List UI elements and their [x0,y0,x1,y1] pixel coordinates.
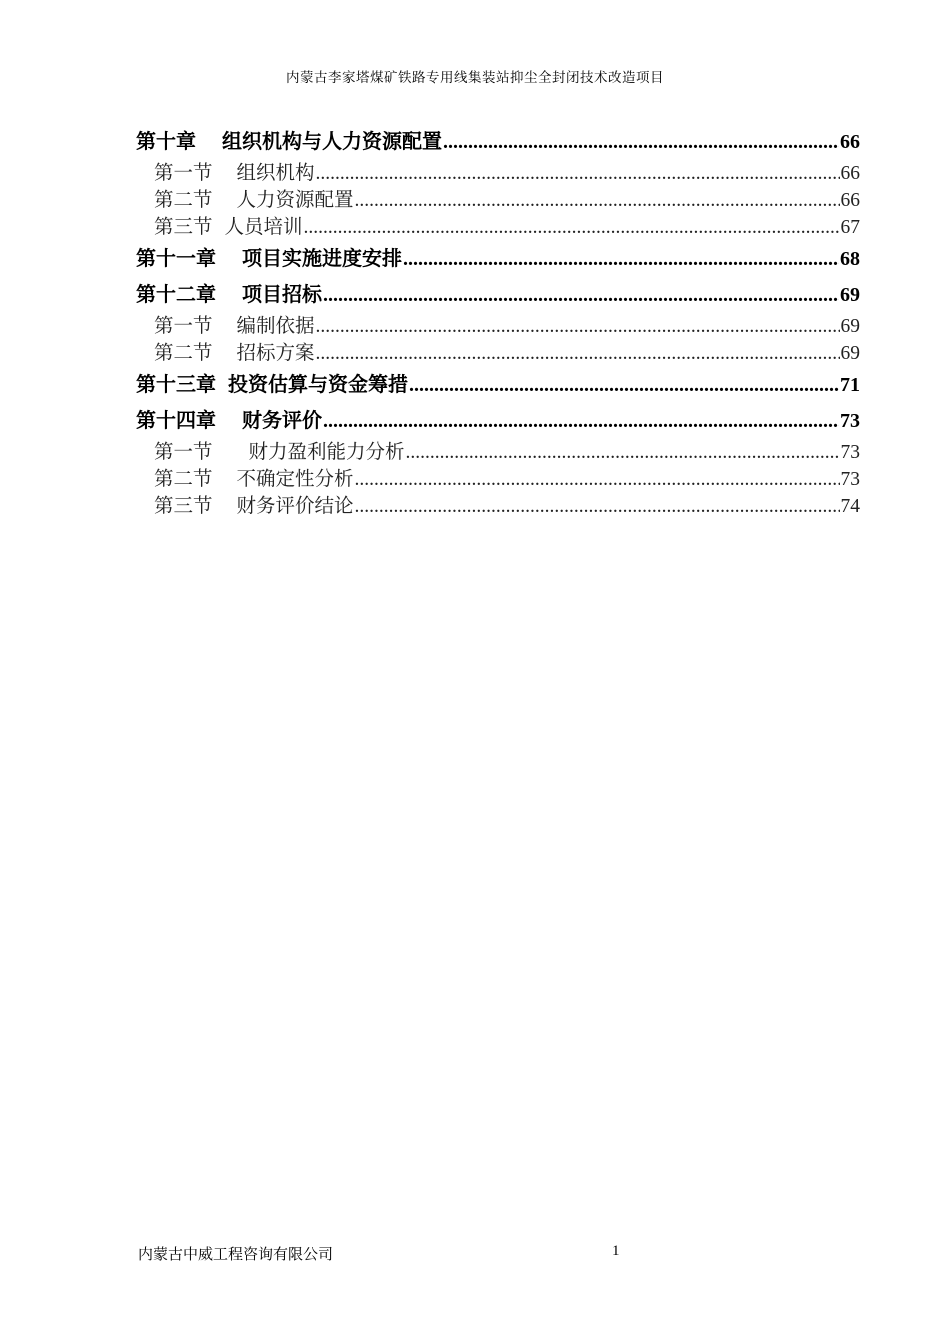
leader-dots [304,214,840,241]
toc-entry-chapter-14[interactable] [136,403,860,439]
toc-entry-section-10-3[interactable] [136,214,860,241]
toc-entry-chapter-11[interactable] [136,241,860,277]
toc-entry-section-10-2[interactable] [136,187,860,214]
section-title: 财务评价结论 [236,496,354,517]
leader-dots [406,439,840,466]
page-number: 71 [840,374,860,396]
section-number: 第一节 [154,442,213,463]
leader-dots [403,241,839,277]
page-number: 69 [840,316,860,337]
toc-entry-section-12-2[interactable] [136,340,860,367]
page-number: 66 [840,163,860,184]
footer-company: 内蒙古中威工程咨询有限公司 [138,1245,334,1263]
table-of-contents [136,124,860,520]
chapter-title: 投资估算与资金筹措 [228,374,408,396]
chapter-title: 组织机构与人力资源配置 [222,131,442,153]
page-number: 67 [840,217,860,238]
section-number: 第二节 [154,469,213,490]
toc-entry-chapter-10[interactable] [136,124,860,160]
section-title: 编制依据 [236,316,315,337]
section-title: 招标方案 [236,343,315,364]
leader-dots [443,124,839,160]
section-number: 第二节 [154,190,213,211]
section-title: 财力盈利能力分析 [248,442,405,463]
section-title: 人员培训 [224,217,303,238]
page-number: 73 [840,442,860,463]
leader-dots [316,340,840,367]
leader-dots [355,493,840,520]
chapter-title: 财务评价 [242,410,322,432]
section-number: 第三节 [154,217,213,238]
toc-entry-chapter-12[interactable] [136,277,860,313]
leader-dots [323,277,839,313]
chapter-number: 第十章 [136,131,196,153]
toc-entry-chapter-13[interactable] [136,367,860,403]
chapter-number: 第十二章 [136,284,216,306]
section-title: 不确定性分析 [236,469,354,490]
section-number: 第一节 [154,316,213,337]
page-number: 68 [840,248,860,270]
chapter-number: 第十三章 [136,374,216,396]
chapter-number: 第十四章 [136,410,216,432]
leader-dots [316,160,840,187]
page-number: 66 [840,190,860,211]
toc-entry-section-10-1[interactable] [136,160,860,187]
running-header: 内蒙古李家塔煤矿铁路专用线集装站抑尘全封闭技术改造项目 [286,70,664,86]
toc-entry-section-14-2[interactable] [136,466,860,493]
chapter-number: 第十一章 [136,248,216,270]
section-title: 组织机构 [236,163,315,184]
section-number: 第二节 [154,343,213,364]
page-number: 66 [840,131,860,153]
leader-dots [323,403,839,439]
footer-page-number: 1 [612,1243,620,1259]
toc-entry-section-12-1[interactable] [136,313,860,340]
page-number: 69 [840,284,860,306]
leader-dots [409,367,839,403]
page-number: 74 [840,496,860,517]
section-number: 第一节 [154,163,213,184]
chapter-title: 项目实施进度安排 [242,248,402,270]
page-number: 69 [840,343,860,364]
section-number: 第三节 [154,496,213,517]
toc-entry-section-14-1[interactable] [136,439,860,466]
leader-dots [316,313,840,340]
leader-dots [355,466,840,493]
leader-dots [355,187,840,214]
chapter-title: 项目招标 [242,284,322,306]
toc-entry-section-14-3[interactable] [136,493,860,520]
page-number: 73 [840,469,860,490]
page-number: 73 [840,410,860,432]
section-title: 人力资源配置 [236,190,354,211]
